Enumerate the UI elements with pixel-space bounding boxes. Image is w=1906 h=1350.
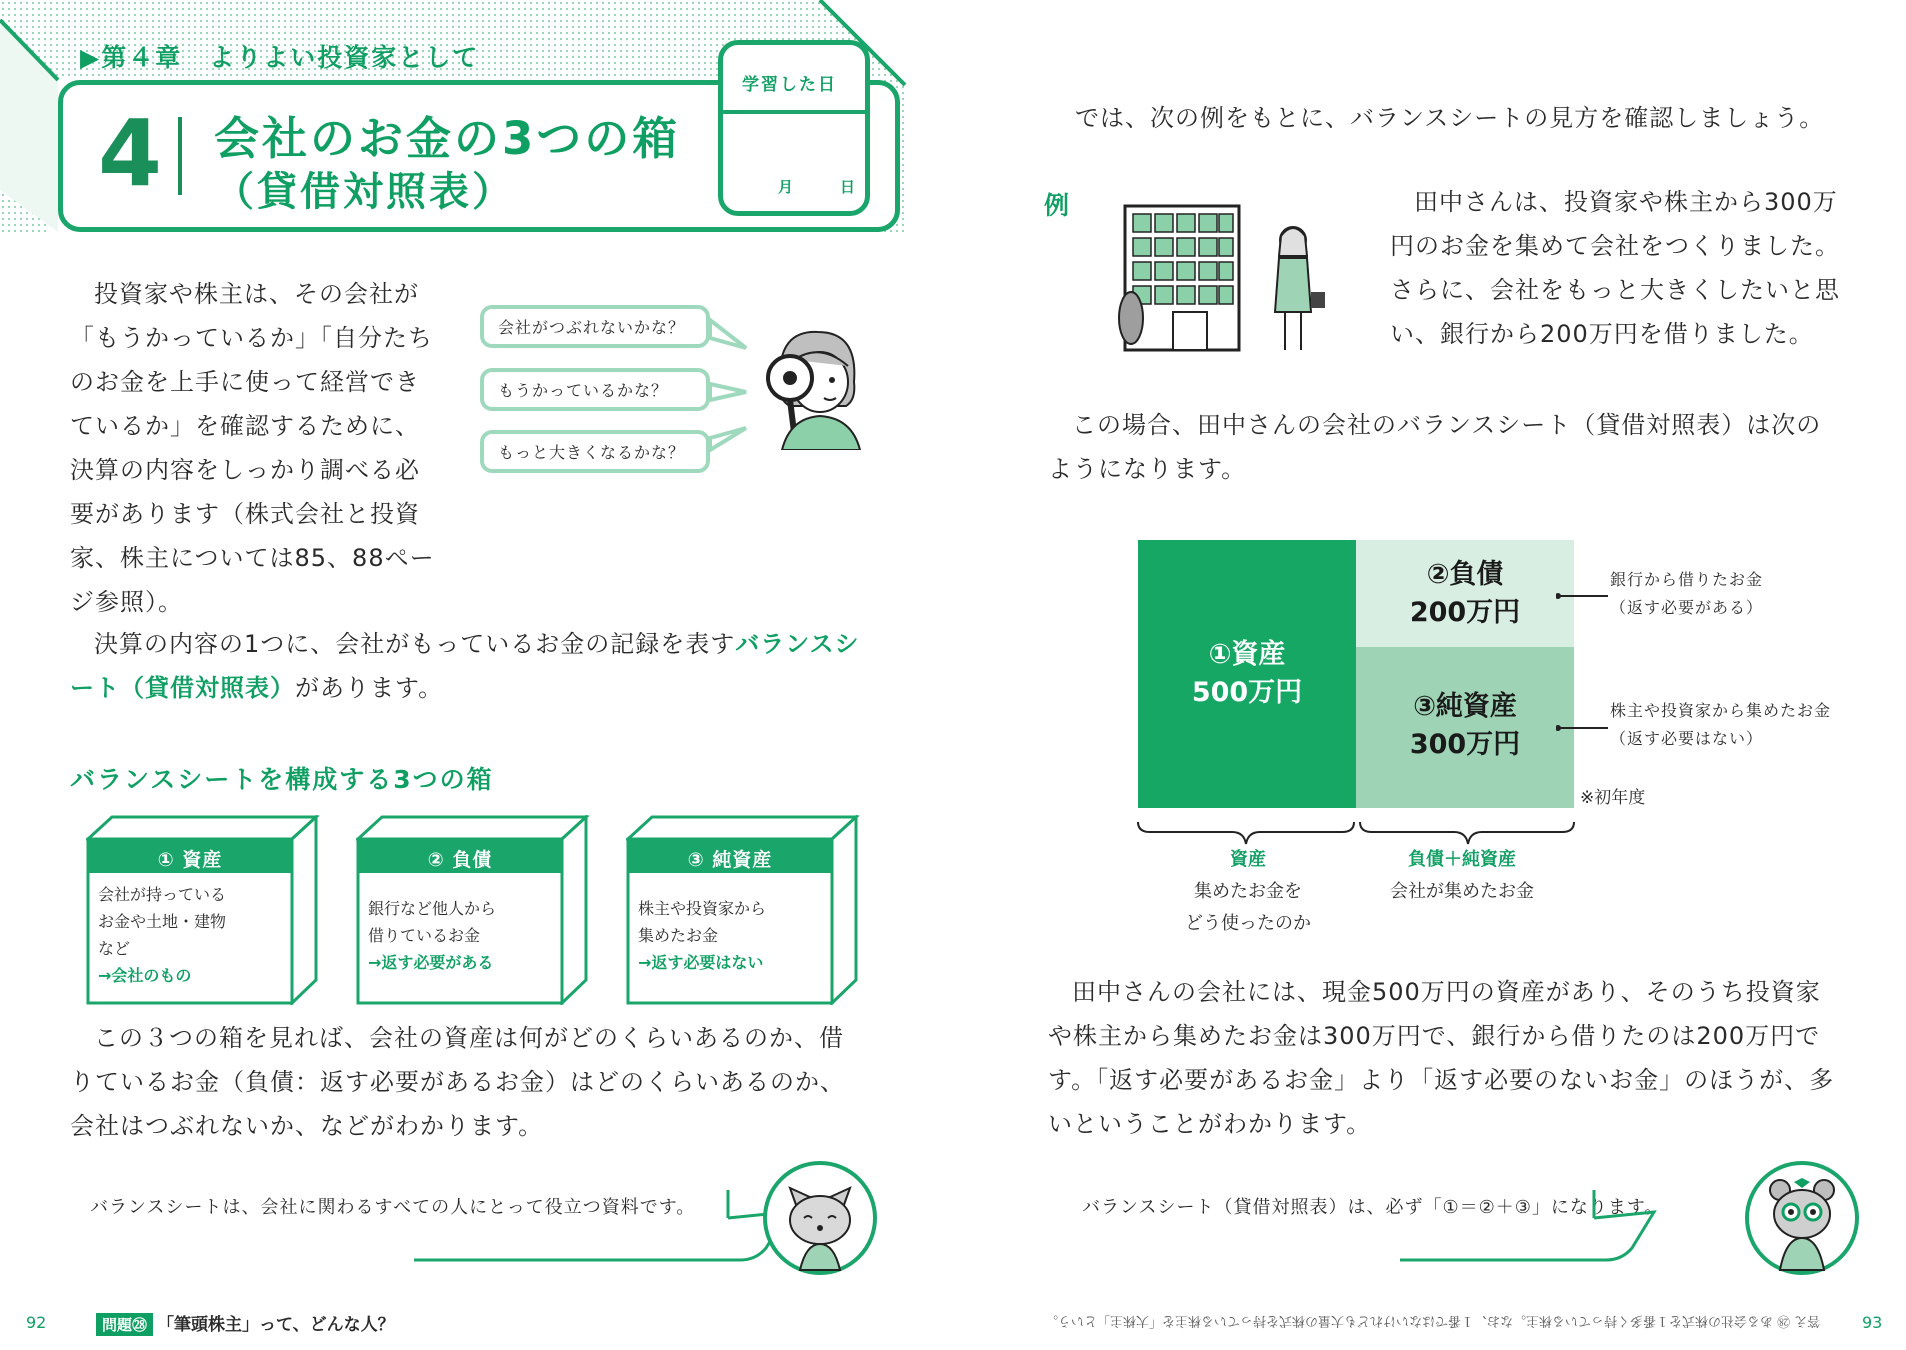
box-title: ② 負債 [427,849,493,871]
intro-line: のお金を上手に使って経営でき [70,368,420,396]
example-paragraph [1390,180,1855,356]
intro-line: 家、株主については85、88ペー [70,544,435,572]
assets-brace-label: 資産 集めたお金を どう使ったのか [1185,849,1311,934]
page-subtitle: （貸借対照表） [214,169,515,215]
chapter-heading: ▶第４章 よりよい投資家として [80,43,480,72]
bs-intro-text: 決算の内容の1つに、会社がもっているお金の記録を表す [94,630,736,658]
intro-line: 要があります（株式会社と投資 [70,500,420,528]
study-date-divider [722,110,866,114]
intro-line: ジ参照）。 [70,588,183,616]
intro-line: ているか」を確認するために、 [70,412,420,440]
summary-line: この３つの箱を見れば、会社の資産は何がどのくらいあるのか、借 [94,1024,844,1052]
bear-mascot-illustration [1742,1158,1862,1278]
box-line: など [98,939,131,958]
tip-note-right: バランスシート（貸借対照表）は、必ず「①＝②＋③」になります。 [1082,1197,1664,1218]
bs-liability-label: ②負債 200万円 [1409,559,1521,628]
speech-bubble: 会社がつぶれないかな？ [480,305,710,348]
box-line: 借りているお金 [368,926,481,945]
title-divider [178,117,182,195]
bs-note-connectors [1556,580,1616,740]
box-equity [626,815,866,1005]
bs-equity-label: ③純資産 300万円 [1409,691,1521,760]
page-title: 会社のお金の3つの箱 [214,112,681,165]
study-month-label: 月 [778,178,794,196]
example-line: さらに、会社をもっと大きくしたいと思 [1390,276,1840,304]
study-day-label: 日 [840,178,856,196]
bs-asset-label: ①資産 500万円 [1191,639,1303,708]
conclusion-line: す。「返す必要があるお金」より「返す必要のないお金」のほうが、多 [1048,1066,1835,1094]
intro-paragraph [70,272,450,624]
box-assets [86,815,326,1005]
intro-line: 決算の内容をしっかり調べる必 [70,456,420,484]
bs-intro-text-end: があります。 [295,674,444,702]
example-line: 田中さんは、投資家や株主から300万 [1414,188,1838,216]
bs-intro-paragraph [70,622,870,710]
conclusion-line: いということがわかります。 [1048,1110,1372,1138]
bs-explanation-line: この場合、田中さんの会社のバランスシート（貸借対照表）は次の [1072,411,1822,439]
intro-line: 「もうかっているか」「自分たち [70,324,433,352]
section-heading: バランスシートを構成する3つの箱 [70,765,494,794]
summary-line: りているお金（負債：返す必要があるお金）はどのくらいあるのか、 [70,1068,845,1096]
example-label: 例 [1044,191,1070,220]
box-line: 株主や投資家から [638,899,767,918]
box-emphasis: →会社のもの [98,966,192,985]
intro-line: 投資家や株主は、その会社が [94,280,419,308]
liabilities-equity-brace-label: 負債＋純資産 会社が集めたお金 [1390,849,1534,902]
summary-line: 会社はつぶれないか、などがわかります。 [70,1112,544,1140]
box-emphasis: →返す必要がある [368,953,494,972]
footer-question-text: 「筆頭株主」って、どんな人？ [157,1315,395,1335]
study-date-label: 学習した日 [742,75,837,95]
footer-question-tag: 問題㉘ [96,1313,153,1336]
investor-illustration [760,320,870,450]
box-line: お金や土地・建物 [98,912,227,931]
box-title: ① 資産 [157,849,223,871]
conclusion-line: 田中さんの会社には、現金500万円の資産があり、そのうち投資家 [1072,978,1821,1006]
summary-paragraph [70,1016,890,1148]
bubble-tails [708,300,748,460]
box-title: ③ 純資産 [687,849,773,871]
box-line: 集めたお金 [638,926,719,945]
first-year-note: ※初年度 [1580,788,1646,808]
box-liabilities [356,815,596,1005]
example-line: 円のお金を集めて会社をつくりました。 [1390,232,1840,260]
answer-footer-upside-down: 答え ㉘ ある会社の株式を１番多く持っている株主。なお、１番ではないけれども大量の株式を持っている株主を「大株主」という。 [1045,1313,1821,1328]
box-emphasis: →返す必要はない [638,953,764,972]
page-number-right: 93 [1862,1313,1883,1332]
bs-highlight-term: バランスシート（貸借対照表） [70,630,860,702]
example-intro: では、次の例をもとに、バランスシートの見方を確認しましょう。 [1075,104,1825,132]
speech-bubble: もうかっているかな？ [480,368,710,411]
section-number: 4 [98,100,163,207]
liability-note: 銀行から借りたお金 （返す必要がある） [1610,570,1764,617]
company-building-illustration [1115,200,1335,360]
fox-mascot-illustration [760,1158,880,1278]
speech-bubble: もっと大きくなるかな？ [480,430,710,473]
note-pointer-line-right [1396,1160,1746,1270]
page-number-left: 92 [26,1313,47,1332]
footer-question [96,1310,395,1336]
equity-note: 株主や投資家から集めたお金 （返す必要はない） [1610,701,1832,748]
bs-explanation-paragraph [1048,403,1858,491]
tip-note: バランスシートは、会社に関わるすべての人にとって役立つ資料です。 [90,1197,696,1218]
example-line: い、銀行から200万円を借りました。 [1390,320,1814,348]
box-line: 会社が持っている [98,885,227,904]
box-line: 銀行など他人から [368,899,497,918]
conclusion-paragraph [1048,970,1860,1146]
bs-explanation-line: ようになります。 [1048,455,1247,483]
conclusion-line: や株主から集めたお金は300万円で、銀行から借りたのは200万円で [1048,1022,1821,1050]
